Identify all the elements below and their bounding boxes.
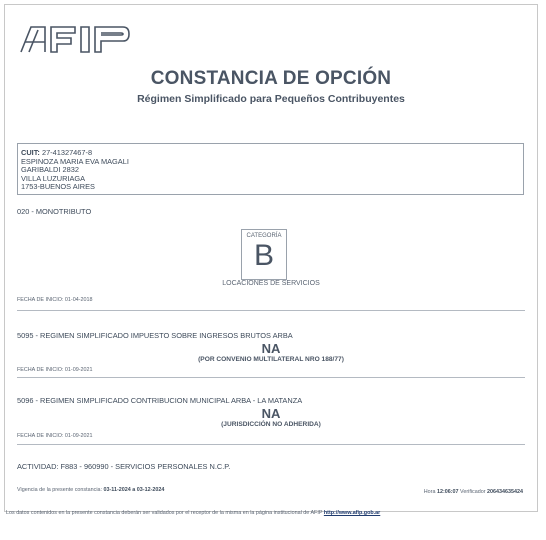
verifier-label: Verificador [460, 489, 486, 495]
taxpayer-street: GARIBALDI 2832 [21, 165, 79, 175]
taxpayer-name: ESPINOZA MARIA EVA MAGALI [21, 156, 129, 166]
regime-5096-value: NA [261, 406, 281, 421]
monotributo-regime: 020 - MONOTRIBUTO [17, 207, 92, 216]
regime-5096-title: 5096 - REGIMEN SIMPLIFICADO CONTRIBUCION MUNICIPAL ARBA - LA MATANZA [17, 396, 303, 405]
regime-5096-start-date: FECHA DE INICIO: 01-09-2021 [17, 433, 93, 439]
time-label: Hora [423, 489, 436, 495]
cuit-label: CUIT: [21, 148, 40, 157]
validity-line [17, 487, 164, 493]
regime-5096-note: (JURISDICCIÓN NO ADHERIDA) [221, 421, 321, 428]
footer-text: Los datos contenidos en la presente constancia deberán ser validados por el receptor de la misma en la página institucional de AFIP [6, 510, 323, 516]
document-title: CONSTANCIA DE OPCIÓN [150, 68, 392, 89]
monotributo-start-date: FECHA DE INICIO: 01-04-2018 [17, 297, 93, 303]
afip-website-link[interactable]: http://www.afip.gob.ar [323, 510, 381, 516]
validity-range: 03-11-2024 a 03-12-2024 [103, 487, 165, 493]
constancia-page [4, 4, 538, 512]
category-label: CATEGORÍA [246, 233, 282, 239]
verifier-value: 206434635424 [487, 489, 523, 495]
divider [17, 444, 525, 445]
activity-line: ACTIVIDAD: F883 - 960990 - SERVICIOS PERSONALES N.C.P. [17, 462, 231, 471]
cuit-value: 27-41327467-8 [41, 148, 93, 157]
regime-5095-start-date: FECHA DE INICIO: 01-09-2021 [17, 367, 93, 373]
divider [17, 310, 525, 311]
validity-label: Vigencia de la presente constancia: [17, 487, 103, 493]
regime-5095-value: NA [261, 341, 281, 356]
taxpayer-box [17, 143, 524, 195]
time-verifier-line [424, 489, 523, 495]
category-box [241, 229, 287, 280]
taxpayer-postal-city: 1753-BUENOS AIRES [21, 182, 95, 192]
regime-5095-note: (POR CONVENIO MULTILATERAL NRO 188/77) [198, 356, 344, 363]
time-value: 12:06:07 [436, 489, 459, 495]
activity-type: LOCACIONES DE SERVICIOS [222, 280, 320, 287]
footer-note [6, 510, 380, 516]
regime-5095-title: 5095 - REGIMEN SIMPLIFICADO IMPUESTO SOBRE INGRESOS BRUTOS ARBA [17, 331, 293, 340]
taxpayer-locality: VILLA LUZURIAGA [21, 173, 86, 183]
divider [17, 377, 525, 378]
document-subtitle: Régimen Simplificado para Pequeños Contribuyentes [137, 93, 405, 105]
afip-logo [19, 24, 131, 54]
category-value: B [253, 239, 274, 272]
